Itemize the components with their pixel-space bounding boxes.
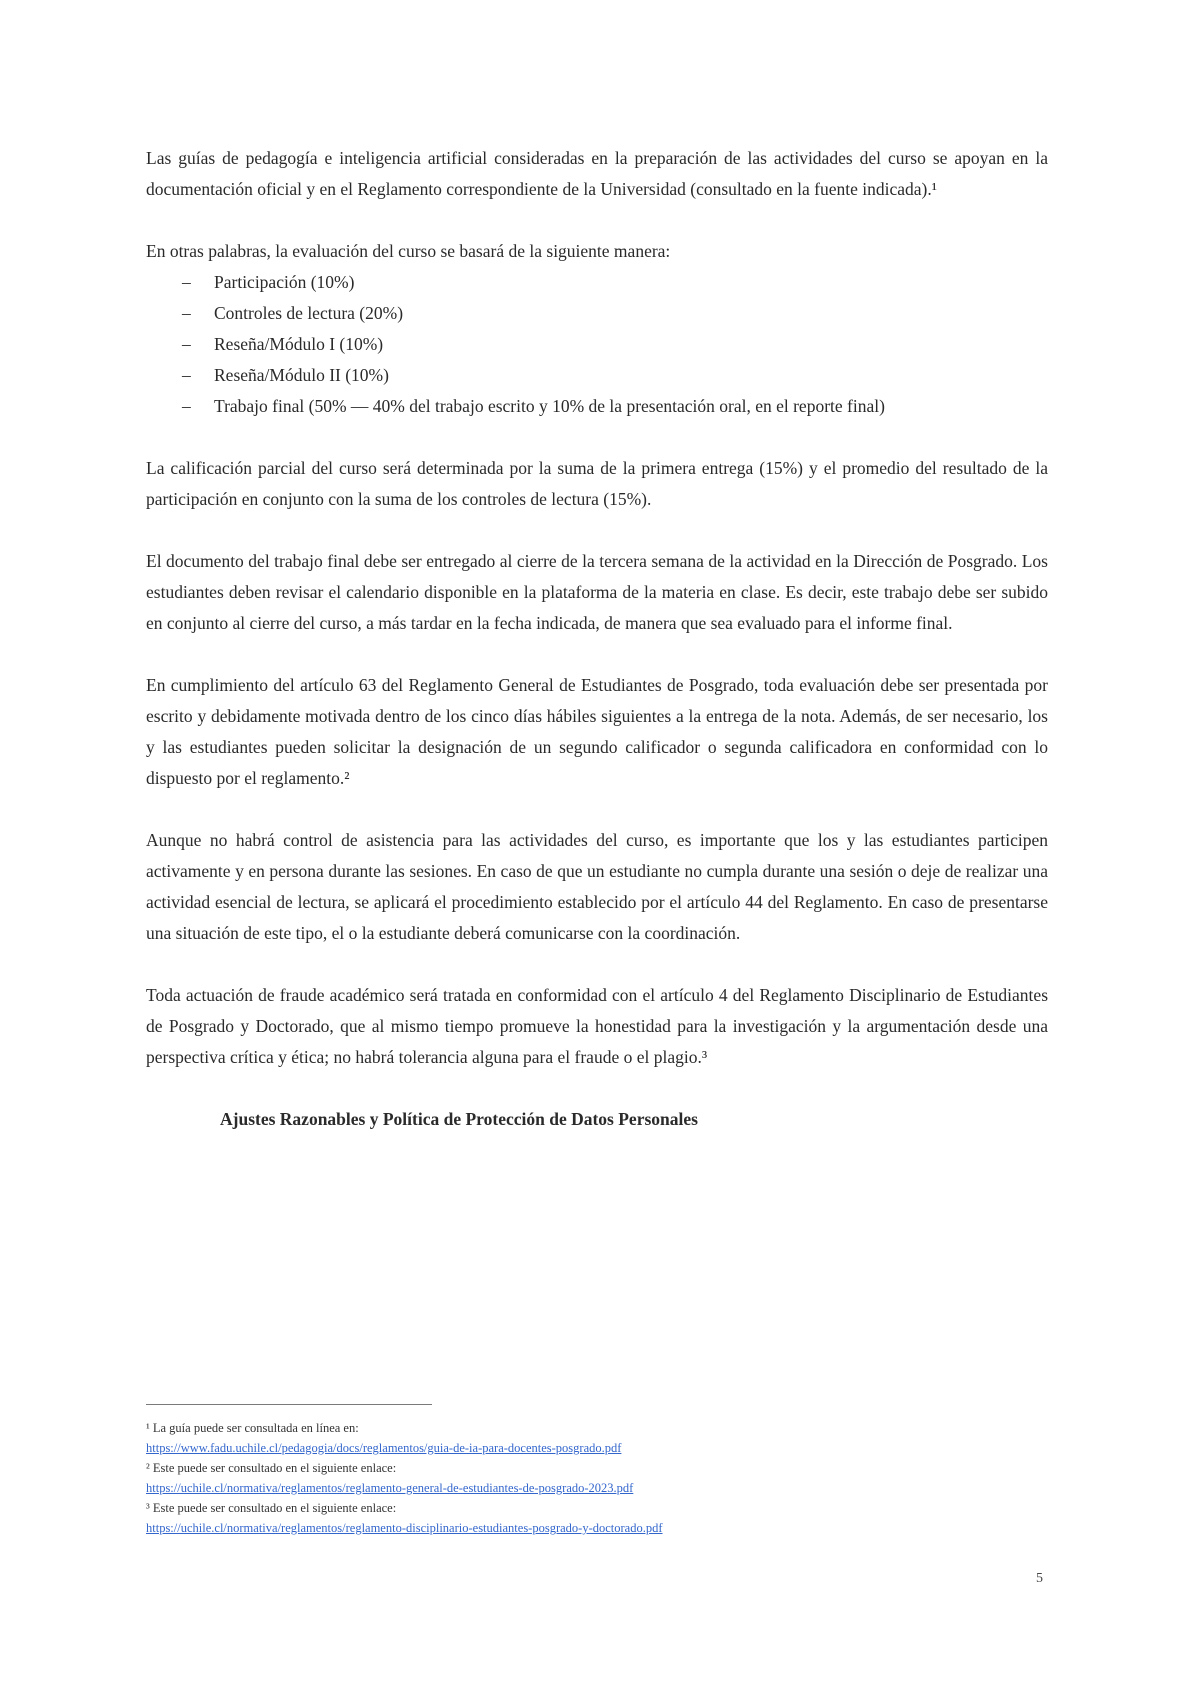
page-number: 5 [1036, 1571, 1043, 1586]
dash-icon: – [182, 396, 191, 416]
document-body [146, 143, 1048, 1135]
list-item-text: Controles de lectura (20%) [214, 303, 404, 323]
list-item-text: Reseña/Módulo I (10%) [214, 334, 384, 354]
dash-icon: – [182, 365, 191, 385]
list-item [146, 267, 1048, 298]
dash-icon: – [182, 272, 191, 292]
footnote-divider [146, 1404, 432, 1405]
paragraph-ai-guides: Las guías de pedagogía e inteligencia artificial consideradas en la preparación de las actividades del curso se apoyan en la documentación oficial y en el Reglamento correspondiente de la Universidad (consultado en la fuente indicada).¹ [146, 148, 1048, 199]
list-item [146, 391, 1048, 422]
footnote-text: ³ Este puede ser consultado en el siguiente enlace: [146, 1501, 397, 1515]
paragraph-final-work: El documento del trabajo final debe ser entregado al cierre de la tercera semana de la actividad en la Dirección de Posgrado. Los estudiantes deben revisar el calendario disponible en la plataforma de la materia en clase. Es decir, este trabajo debe ser subido en conjunto al cierre del curso, a más tardar en la fecha indicada, de manera que sea evaluado para el informe final. [146, 551, 1048, 633]
section-heading: Ajustes Razonables y Política de Protección de Datos Personales [220, 1109, 698, 1129]
list-item [146, 329, 1048, 360]
paragraph-partial-grade: La calificación parcial del curso será determinada por la suma de la primera entrega (15%) y el promedio del resultado de la participación en conjunto con la suma de los controles de lectura (15%). [146, 458, 1048, 509]
list-item [146, 298, 1048, 329]
footnote-link[interactable]: https://uchile.cl/normativa/reglamentos/reglamento-general-de-estudiantes-de-posgrado-2023.pdf [146, 1481, 634, 1495]
paragraph-attendance: Aunque no habrá control de asistencia para las actividades del curso, es importante que los y las estudiantes participen activamente y en persona durante las sesiones. En caso de que un estudiante no cumpla durante una sesión o deje de realizar una actividad esencial de lectura, se aplicará el procedimiento establecido por el artículo 44 del Reglamento. En caso de presentarse una situación de este tipo, el o la estudiante deberá comunicarse con la coordinación. [146, 830, 1048, 943]
footnote-link[interactable]: https://uchile.cl/normativa/reglamentos/reglamento-disciplinario-estudiantes-posgrado-y-doctorado.pdf [146, 1521, 663, 1535]
dash-icon: – [182, 303, 191, 323]
footnote-text: ² Este puede ser consultado en el siguiente enlace: [146, 1461, 397, 1475]
paragraph-academic-fraud: Toda actuación de fraude académico será tratada en conformidad con el artículo 4 del Reglamento Disciplinario de Estudiantes de Posgrado y Doctorado, que al mismo tiempo promueve la honestidad para la investigación y la argumentación desde una perspectiva crítica y ética; no habrá tolerancia alguna para el fraude o el plagio.³ [146, 985, 1048, 1067]
evaluation-list [146, 267, 1048, 422]
footnote-link[interactable]: https://www.fadu.uchile.cl/pedagogia/docs/reglamentos/guia-de-ia-para-docentes-posgrado.pdf [146, 1441, 622, 1455]
list-item-text: Reseña/Módulo II (10%) [214, 365, 389, 385]
paragraph-evaluation-intro: En otras palabras, la evaluación del curso se basará de la siguiente manera: [146, 241, 671, 261]
list-item [146, 360, 1048, 391]
paragraph-article-63: En cumplimiento del artículo 63 del Reglamento General de Estudiantes de Posgrado, toda evaluación debe ser presentada por escrito y debidamente motivada dentro de los cinco días hábiles siguientes a la entrega de la nota. Además, de ser necesario, los y las estudiantes pueden solicitar la designación de un segundo calificador o segunda calificadora en conformidad con lo dispuesto por el reglamento.² [146, 675, 1048, 788]
dash-icon: – [182, 334, 191, 354]
list-item-text: Trabajo final (50% — 40% del trabajo escrito y 10% de la presentación oral, en el reporte final) [214, 396, 885, 416]
footnote-text: ¹ La guía puede ser consultada en línea en: [146, 1421, 359, 1435]
list-item-text: Participación (10%) [214, 272, 355, 292]
footnotes [146, 1418, 1048, 1538]
